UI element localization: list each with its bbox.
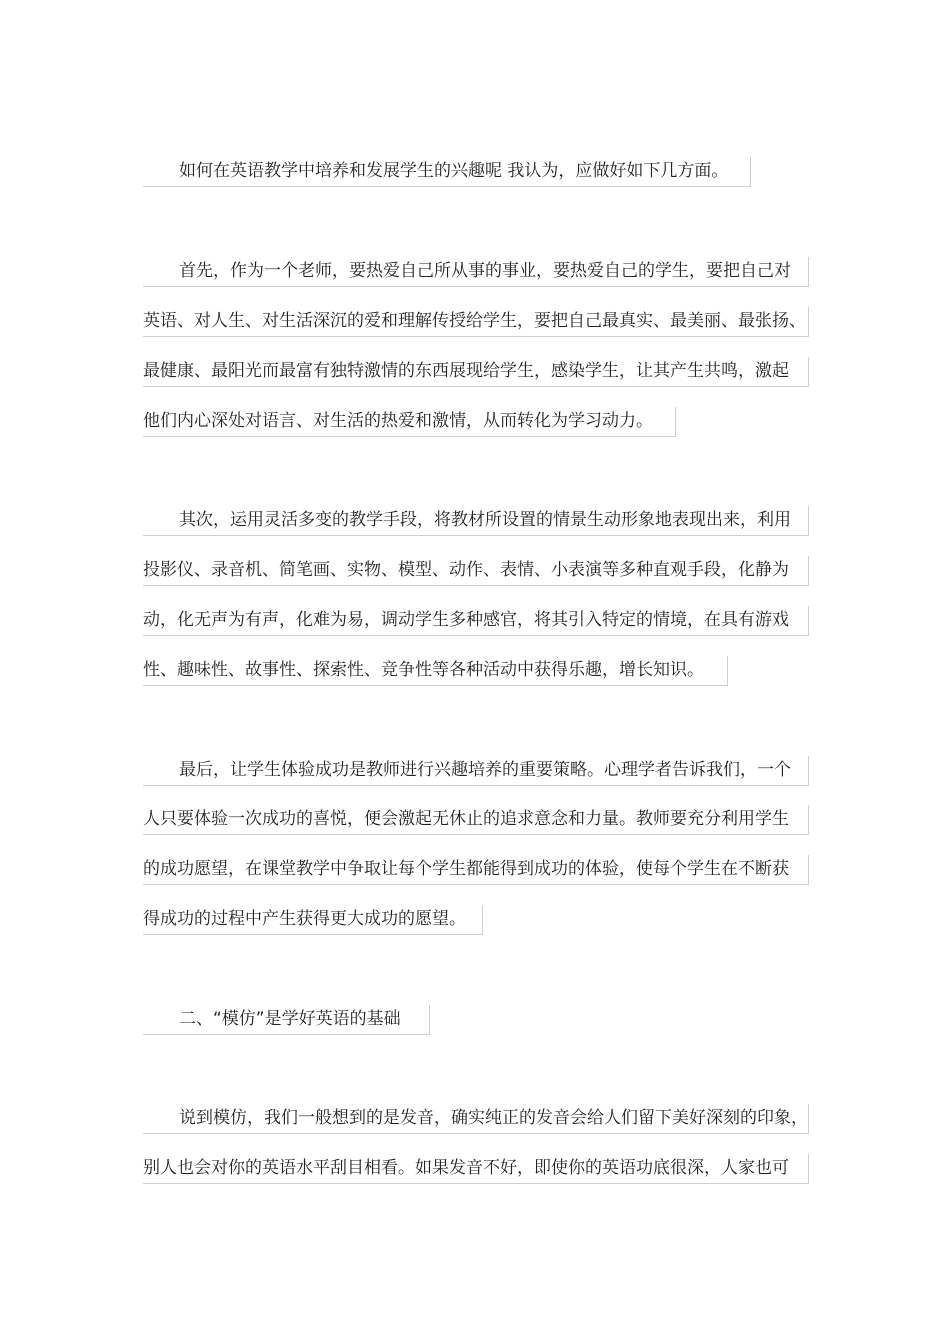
paragraph-line: 性、趣味性、故事性、探索性、竞争性等各种活动中获得乐趣，增长知识。 (143, 656, 728, 686)
paragraph-line: 得成功的过程中产生获得更大成功的愿望。 (143, 905, 483, 935)
intro-line: 如何在英语教学中培养和发展学生的兴趣呢 我认为，应做好如下几方面。 (143, 157, 751, 187)
section-heading: 二、“模仿”是学好英语的基础 (143, 1005, 430, 1035)
paragraph-line: 最健康、最阳光而最富有独特激情的东西展现给学生，感染学生，让其产生共鸣，激起 (143, 357, 809, 387)
paragraph-line: 最后，让学生体验成功是教师进行兴趣培养的重要策略。心理学者告诉我们，一个 (143, 756, 809, 786)
paragraph-line: 说到模仿，我们一般想到的是发音，确实纯正的发音会给人们留下美好深刻的印象， (143, 1104, 809, 1134)
paragraph-line: 他们内心深处对语言、对生活的热爱和激情，从而转化为学习动力。 (143, 407, 676, 437)
paragraph-line: 的成功愿望，在课堂教学中争取让每个学生都能得到成功的体验，使每个学生在不断获 (143, 855, 809, 885)
paragraph-line: 投影仪、录音机、简笔画、实物、模型、动作、表情、小表演等多种直观手段，化静为 (143, 556, 809, 586)
paragraph-line: 其次，运用灵活多变的教学手段，将教材所设置的情景生动形象地表现出来，利用 (143, 506, 809, 536)
paragraph-line: 首先，作为一个老师，要热爱自己所从事的事业，要热爱自己的学生，要把自己对 (143, 257, 809, 287)
paragraph-line: 英语、对人生、对生活深沉的爱和理解传授给学生，要把自己最真实、最美丽、最张扬、 (143, 307, 809, 337)
paragraph-line: 动，化无声为有声，化难为易，调动学生多种感官，将其引入特定的情境，在具有游戏 (143, 606, 809, 636)
paragraph-line: 人只要体验一次成功的喜悦，便会激起无休止的追求意念和力量。教师要充分利用学生 (143, 805, 809, 835)
paragraph-line: 别人也会对你的英语水平刮目相看。如果发音不好，即使你的英语功底很深，人家也可 (143, 1154, 809, 1184)
